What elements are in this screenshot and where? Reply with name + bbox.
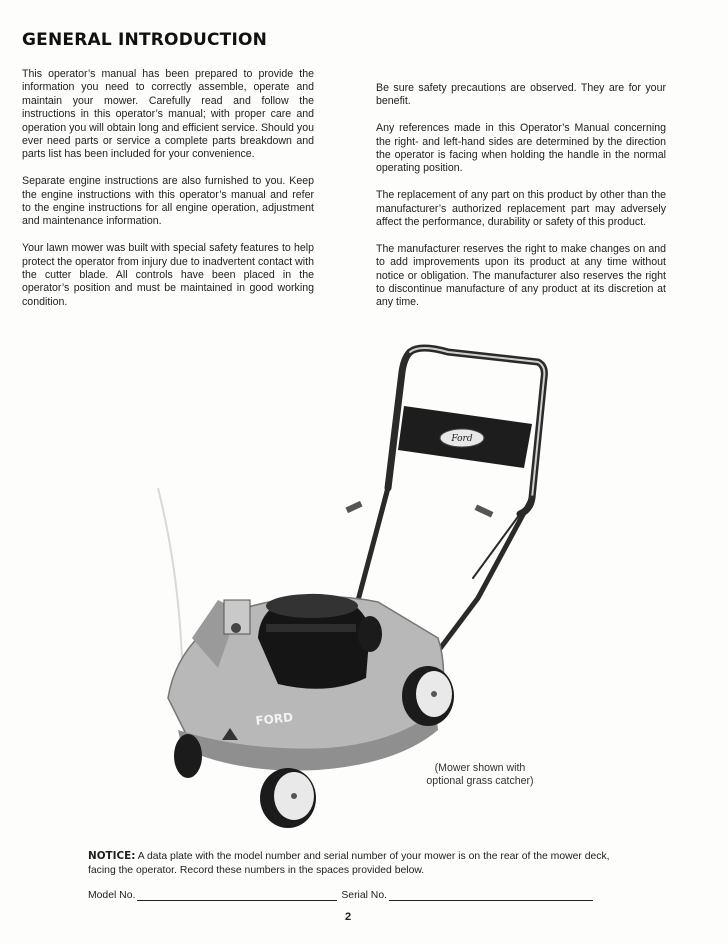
safety-features-paragraph: Your lawn mower was built with special safety features to help protect the operator from injury due to inadvertent contact with the cutter blade. All controls have been placed in the operator’s position and must be maintained in good working condition. <box>22 242 314 308</box>
record-fields <box>88 889 618 901</box>
safety-precautions-paragraph: Be sure safety precautions are observed. They are for your benefit. <box>376 82 666 108</box>
deck-ford-lettering: FORD <box>254 710 294 728</box>
manufacturer-rights-paragraph: The manufacturer reserves the right to make changes on and to add improvements upon its product at any time without notice or obligation. The manufacturer also reserves the right to discontinue manufacture of any product at its discretion at any time. <box>376 242 666 309</box>
notice-label: NOTICE: <box>88 850 136 862</box>
model-number-field[interactable] <box>137 889 337 901</box>
notice-text: A data plate with the model number and serial number of your mower is on the rear of the mower deck, facing the operator. Record these numbers in the spaces provided below. <box>88 851 610 876</box>
replacement-parts-paragraph: The replacement of any part on this product by other than the manufacturer’s authorized replacement part may adversely affect the performance, durability or safety of this product. <box>376 189 666 229</box>
serial-number-field[interactable] <box>389 889 593 901</box>
lawn-mower-illustration <box>148 338 568 828</box>
figure-caption <box>400 762 560 789</box>
right-column <box>376 82 666 323</box>
model-number-label: Model No. <box>88 890 136 901</box>
intro-paragraph: This operator’s manual has been prepared to provide the information you need to correctly assemble, operate and maintain your mower. Carefully read and follow the instructions in this operator’s manual; with proper care and operation you will obtain long and efficient service. Should you ever need parts or service a complete parts breakdown and parts list has been included for your convenience. <box>22 68 314 161</box>
page-number: 2 <box>344 911 352 923</box>
engine-instructions-paragraph: Separate engine instructions are also furnished to you. Keep the engine instructions with this operator’s manual and refer to the engine instructions for all engine operation, adjustment and maintenance information. <box>22 175 314 228</box>
serial-number-label: Serial No. <box>341 890 387 901</box>
sides-reference-paragraph: Any references made in this Operator’s Manual concerning the right- and left-hand sides are determined by the direction the operator is facing when holding the handle in the normal operating position. <box>376 122 666 175</box>
caption-line-1: (Mower shown with <box>434 762 526 774</box>
notice-block <box>88 849 628 878</box>
left-column <box>22 68 314 323</box>
page-heading: GENERAL INTRODUCTION <box>22 30 268 50</box>
caption-line-2: optional grass catcher) <box>426 775 534 788</box>
ford-logo-text: Ford <box>451 434 473 444</box>
